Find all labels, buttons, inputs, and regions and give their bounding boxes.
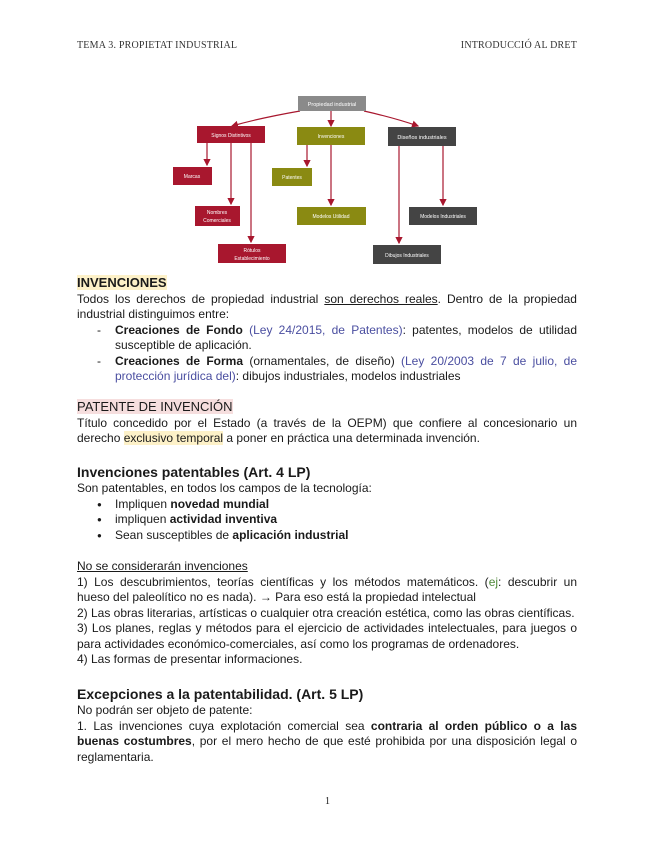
svg-text:Nombres: Nombres	[206, 210, 228, 216]
header-left: TEMA 3. PROPIETAT INDUSTRIAL	[77, 40, 238, 51]
excepciones-title: Excepciones a la patentabilidad. (Art. 5 LP)	[77, 686, 364, 702]
no-invenciones-title: No se considerarán invenciones	[77, 559, 248, 573]
svg-text:Diseños industriales: Diseños industriales	[397, 135, 447, 141]
header-right: INTRODUCCIÓ AL DRET	[460, 40, 577, 51]
node-signos	[197, 126, 265, 143]
requisitos-list	[77, 497, 577, 544]
node-patentes	[272, 168, 312, 186]
patentables-title: Invenciones patentables (Art. 4 LP)	[77, 464, 311, 480]
svg-text:Patentes: Patentes	[282, 175, 302, 181]
patente-text: Título concedido por el Estado (a través de la OEPM) que confiere al concesionario un derecho exclusivo temporal a poner en práctica una determinada invención.	[77, 415, 577, 445]
list-item: - Creaciones de Forma (ornamentales, de diseño) (Ley 20/2003 de 7 de julio, de protección jurídica del): dibujos industriales, modelos industriales	[77, 354, 577, 385]
node-root	[298, 96, 366, 111]
no-invenciones-section	[77, 559, 577, 668]
no-invenciones-item-2: 2) Las obras literarias, artísticas o cualquier otra creación estética, como las obras científicas.	[77, 605, 575, 620]
excepciones-item-1: 1. Las invenciones cuya explotación comercial sea contraria al orden público o a las buenas costumbres, por el mero hecho de que esté prohibida por una disposición legal o reglamentaria.	[77, 718, 577, 764]
no-invenciones-item-4: 4) Las formas de presentar informaciones.	[77, 652, 303, 666]
node-dibujos	[373, 245, 441, 264]
invenciones-section	[77, 275, 577, 385]
node-modelos-utilidad	[297, 207, 366, 225]
svg-text:Establecimiento: Establecimiento	[234, 256, 270, 262]
list-item: - Creaciones de Fondo (Ley 24/2015, de Patentes): patentes, modelos de utilidad susceptible de aplicación.	[77, 323, 577, 354]
excepciones-intro: No podrán ser objeto de patente:	[77, 703, 253, 717]
arrow-root-signos	[232, 111, 300, 126]
svg-text:Propiedad industrial: Propiedad industrial	[307, 102, 357, 108]
svg-text:Modelos Industriales: Modelos Industriales	[420, 214, 466, 220]
svg-text:Marcas: Marcas	[183, 174, 201, 180]
propiedad-industrial-diagram	[0, 0, 655, 270]
invenciones-intro: Todos los derechos de propiedad industrial son derechos reales. Dentro de la propiedad industrial distinguimos entre:	[77, 291, 577, 321]
no-invenciones-item-3: 3) Los planes, reglas y métodos para el ejercicio de actividades intelectuales, para juegos o para actividades económico-comerciales, así como los programas de ordenadores.	[77, 621, 577, 651]
list-item: ● Sean susceptibles de aplicación industrial	[77, 528, 577, 544]
arrow-root-disenos	[364, 111, 418, 126]
patente-section	[77, 399, 577, 447]
no-invenciones-item-1: 1) Los descubrimientos, teorías científicas y los métodos matemáticos. (ej: descubrir un hueso del paleolítico no es nada). → Para eso está la propiedad intelectual	[77, 574, 577, 604]
patentables-section	[77, 463, 577, 543]
svg-text:Rótulos: Rótulos	[243, 248, 261, 254]
list-item: ● Impliquen novedad mundial	[77, 497, 577, 513]
patente-title: PATENTE DE INVENCIÓN	[77, 399, 233, 414]
node-invenciones	[297, 127, 365, 145]
node-rotulos	[218, 244, 286, 263]
patentables-intro: Son patentables, en todos los campos de la tecnología:	[77, 481, 372, 495]
excepciones-section	[77, 685, 577, 765]
list-item: ● impliquen actividad inventiva	[77, 512, 577, 528]
svg-text:Dibujos Industriales: Dibujos Industriales	[385, 253, 429, 259]
svg-text:Invenciones: Invenciones	[317, 134, 345, 140]
creaciones-list	[77, 323, 577, 385]
page-number: 1	[325, 796, 330, 807]
svg-text:Signos Distintivos: Signos Distintivos	[211, 133, 251, 139]
node-nombres	[195, 206, 240, 226]
node-marcas	[173, 167, 212, 185]
svg-text:Modelos Utilidad: Modelos Utilidad	[312, 214, 350, 220]
node-modelos-industriales	[409, 207, 477, 225]
svg-text:Comerciales: Comerciales	[203, 218, 231, 224]
node-disenos	[388, 127, 456, 146]
invenciones-title: INVENCIONES	[77, 275, 167, 290]
